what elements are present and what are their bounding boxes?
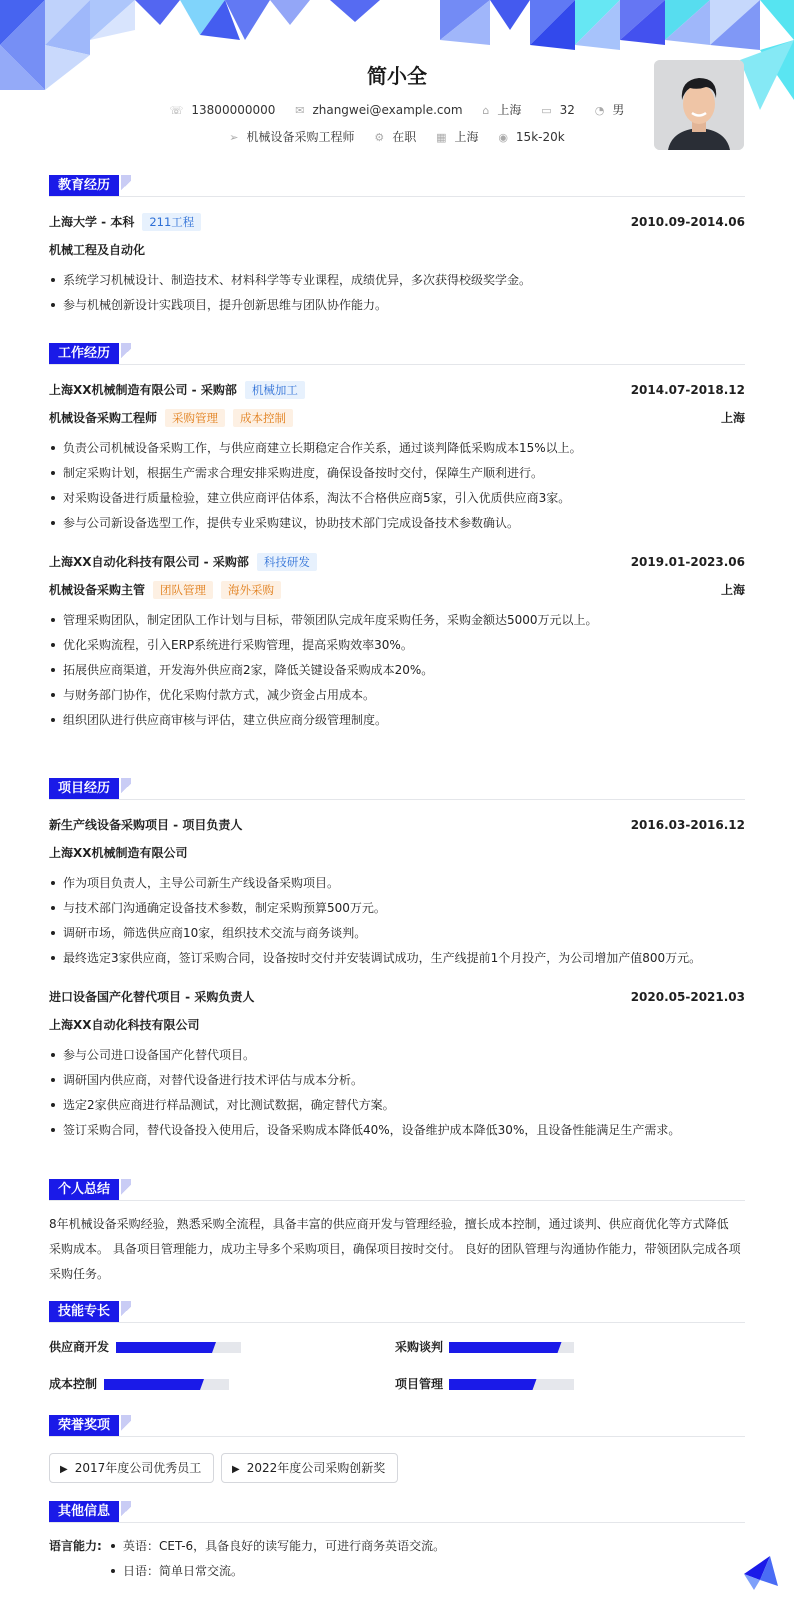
list-item: 选定2家供应商进行样品测试，对比测试数据，确定替代方案。 (49, 1096, 745, 1114)
section-title: 荣誉奖项 (49, 1415, 119, 1436)
award-label: 2022年度公司采购创新奖 (246, 1461, 386, 1475)
section-title: 工作经历 (49, 343, 119, 364)
candidate-name: 简小全 (367, 64, 427, 88)
project-title: 新生产线设备采购项目 - 项目负责人 (49, 818, 243, 832)
school-tag: 211工程 (142, 213, 201, 231)
target-city: 上海 (454, 130, 479, 144)
role: 机械设备采购工程师 (49, 411, 158, 425)
play-icon: ▶ (232, 1464, 240, 1475)
role-row (49, 409, 745, 427)
summary-section (49, 1179, 745, 1281)
section-title: 其他信息 (49, 1501, 119, 1522)
list-item: 管理采购团队，制定团队工作计划与目标，带领团队完成年度采购任务，采购金额达5000万元以上。 (49, 611, 745, 629)
city: 上海 (497, 103, 522, 117)
skill-bar-fill (449, 1379, 537, 1390)
role-tag: 成本控制 (233, 409, 293, 427)
skill-label: 供应商开发 (49, 1340, 110, 1354)
awards-list (49, 1453, 745, 1485)
work-date: 2019.01-2023.06 (630, 555, 745, 569)
award-item (49, 1453, 214, 1483)
email-item (295, 103, 462, 117)
project-company: 上海XX机械制造有限公司 (49, 846, 188, 860)
skill-bar-fill (104, 1379, 204, 1390)
summary-text (49, 1212, 745, 1287)
section-title: 教育经历 (49, 175, 119, 196)
list-item: 拓展供应商渠道，开发海外供应商2家，降低关键设备采购成本20%。 (49, 661, 745, 679)
other-header (49, 1501, 745, 1523)
phone: 13800000000 (191, 103, 276, 117)
awards-header (49, 1415, 745, 1437)
list-item: 与技术部门沟通确定设备技术参数，制定采购预算500万元。 (49, 899, 745, 917)
skill-label: 采购谈判 (395, 1340, 444, 1354)
list-item: 组织团队进行供应商审核与评估，建立供应商分级管理制度。 (49, 711, 745, 729)
skill-bar (449, 1342, 574, 1353)
projects-header (49, 778, 745, 800)
list-item: 签订采购合同，替代设备投入使用后，设备采购成本降低40%，设备维护成本降低30%，且设备性能满足生产需求。 (49, 1121, 745, 1139)
list-item: 英语：CET-6，具备良好的读写能力，可进行商务英语交流。 (109, 1537, 729, 1555)
status-item (374, 128, 416, 145)
summary-line: 8年机械设备采购经验，熟悉采购全流程，具备丰富的供应商开发与管理经验，擅长成本控制，通过谈判、供应商优化等方式降低 (49, 1217, 729, 1231)
home-icon: ⌂ (482, 104, 490, 117)
list-item: 参与公司新设备选型工作，提供专业采购建议，协助技术部门完成设备技术参数确认。 (49, 514, 745, 532)
work-location: 上海 (720, 411, 745, 425)
education-date: 2010.09-2014.06 (630, 215, 745, 229)
list-item: 对采购设备进行质量检验，建立供应商评估体系，淘汰不合格供应商5家，引入优质供应商3家。 (49, 489, 745, 507)
projects-section (49, 778, 745, 1137)
corner-logo-decoration (740, 1550, 784, 1594)
company-tag: 科技研发 (257, 553, 317, 571)
avatar (654, 60, 744, 150)
summary-line: 采购成本。 具备项目管理能力，成功主导多个采购项目，确保项目按时交付。 良好的团队管理与沟通协作能力，带领团队完成各项 (49, 1242, 741, 1256)
award-label: 2017年度公司优秀员工 (74, 1461, 202, 1475)
coin-icon: ◉ (498, 131, 508, 144)
education-row (49, 213, 745, 231)
building-icon: ▦ (436, 131, 447, 144)
summary-header (49, 1179, 745, 1201)
role: 机械设备采购主管 (49, 583, 146, 597)
target-city-item (436, 128, 478, 145)
skill-bar-fill (449, 1342, 562, 1353)
skills-header (49, 1301, 745, 1323)
list-item: 调研国内供应商，对替代设备进行技术评估与成本分析。 (49, 1071, 745, 1089)
section-title: 技能专长 (49, 1301, 119, 1322)
calendar-icon: ▭ (541, 104, 552, 117)
send-icon: ➢ (229, 131, 239, 144)
gender-item (595, 101, 625, 118)
award-item (221, 1453, 398, 1483)
skill-label: 成本控制 (49, 1377, 98, 1391)
company: 上海XX机械制造有限公司 - 采购部 (49, 383, 237, 397)
work-row (49, 553, 745, 571)
section-title: 个人总结 (49, 1179, 119, 1200)
education-section (49, 175, 745, 312)
work-location: 上海 (720, 583, 745, 597)
skill-bar-fill (116, 1342, 216, 1353)
position: 机械设备采购工程师 (246, 130, 355, 144)
play-icon: ▶ (60, 1464, 68, 1475)
salary: 15k-20k (515, 130, 565, 144)
project-row (49, 816, 745, 834)
status: 在职 (392, 130, 417, 144)
education-header (49, 175, 745, 197)
role-row (49, 581, 745, 599)
company: 上海XX自动化科技有限公司 - 采购部 (49, 555, 249, 569)
phone-icon: ☏ (169, 104, 184, 117)
section-title: 项目经历 (49, 778, 119, 799)
school: 上海大学 - 本科 (49, 215, 135, 229)
skills-section (49, 1301, 745, 1391)
role-tag: 团队管理 (153, 581, 213, 599)
company-tag: 机械加工 (245, 381, 305, 399)
list-item: 系统学习机械设计、制造技术、材料科学等专业课程，成绩优异，多次获得校级奖学金。 (49, 271, 745, 289)
list-item: 参与机械创新设计实践项目，提升创新思维与团队协作能力。 (49, 296, 745, 314)
gender-icon: ◔ (594, 104, 605, 117)
gender: 男 (612, 103, 625, 117)
gear-icon: ⚙ (374, 131, 385, 144)
salary-item (498, 130, 564, 144)
summary-line: 采购任务。 (49, 1267, 110, 1281)
work-row (49, 381, 745, 399)
skill-label: 项目管理 (395, 1377, 444, 1391)
project-date: 2016.03-2016.12 (630, 818, 745, 832)
awards-section (49, 1415, 745, 1475)
skill-bar (104, 1379, 229, 1390)
major: 机械工程及自动化 (49, 243, 146, 257)
list-item: 优化采购流程，引入ERP系统进行采购管理，提高采购效率30%。 (49, 636, 745, 654)
list-item: 调研市场，筛选供应商10家，组织技术交流与商务谈判。 (49, 924, 745, 942)
other-section (49, 1501, 745, 1578)
avatar-illustration (654, 60, 744, 150)
work-date: 2014.07-2018.12 (630, 383, 745, 397)
skill-bar (116, 1342, 241, 1353)
role-tag: 采购管理 (165, 409, 225, 427)
list-item: 制定采购计划，根据生产需求合理安排采购进度，确保设备按时交付，保障生产顺利进行。 (49, 464, 745, 482)
skill-bar (449, 1379, 574, 1390)
work-section (49, 343, 745, 727)
phone-item (170, 103, 276, 117)
project-company: 上海XX自动化科技有限公司 (49, 1018, 200, 1032)
list-item: 最终选定3家供应商，签订采购合同，设备按时交付并安装调试成功，生产线提前1个月投产，为公司增加产值800万元。 (49, 949, 745, 967)
project-date: 2020.05-2021.03 (630, 990, 745, 1004)
list-item: 负责公司机械设备采购工作，与供应商建立长期稳定合作关系，通过谈判降低采购成本15%以上。 (49, 439, 745, 457)
project-row (49, 988, 745, 1006)
mail-icon: ✉ (295, 104, 305, 117)
project-title: 进口设备国产化替代项目 - 采购负责人 (49, 990, 255, 1004)
position-item (229, 128, 354, 145)
language-label: 语言能力: (49, 1539, 102, 1553)
email: zhangwei@example.com (312, 103, 463, 117)
age-item (541, 103, 575, 117)
list-item: 参与公司进口设备国产化替代项目。 (49, 1046, 745, 1064)
list-item: 作为项目负责人，主导公司新生产线设备采购项目。 (49, 874, 745, 892)
city-item (482, 101, 521, 118)
list-item: 与财务部门协作，优化采购付款方式，减少资金占用成本。 (49, 686, 745, 704)
age: 32 (559, 103, 575, 117)
work-header (49, 343, 745, 365)
list-item: 日语：简单日常交流。 (109, 1562, 729, 1580)
role-tag: 海外采购 (221, 581, 281, 599)
